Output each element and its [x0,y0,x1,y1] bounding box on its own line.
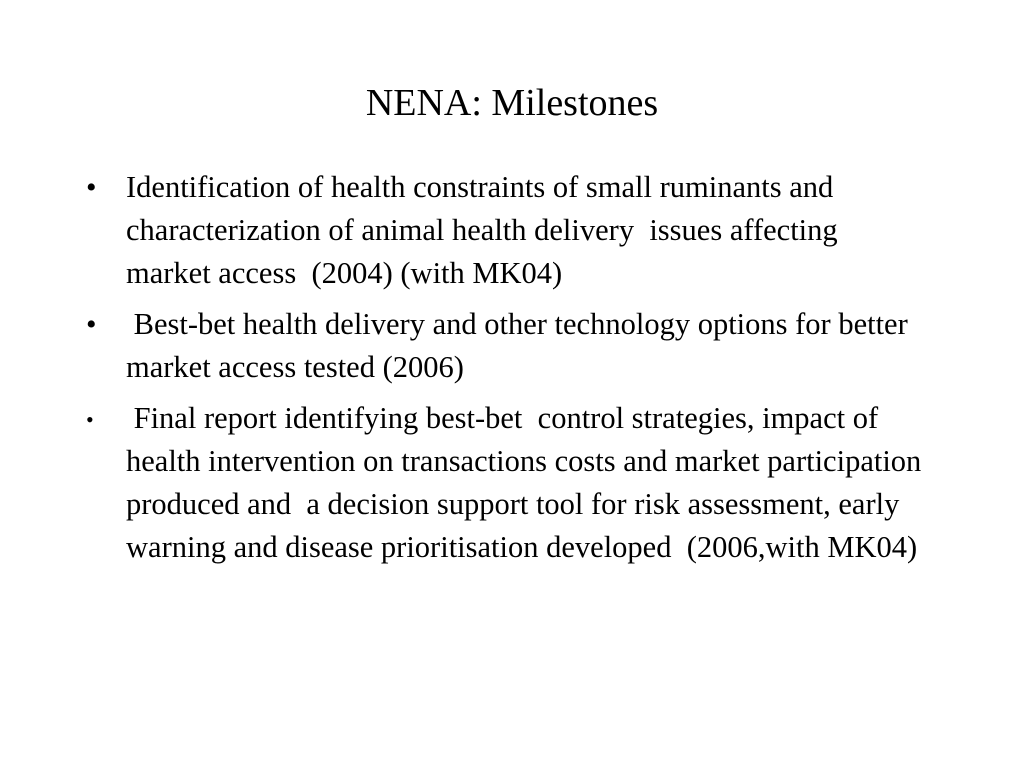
list-item [86,166,926,295]
list-item-text: Final report identifying best-bet control strategies, impact of health intervention on transactions costs and market participation produced and a decision support tool for risk assessment, early warning and disease prioritisation developed (2006,with MK04) [126,401,929,564]
milestones-list [86,166,929,577]
slide-title: NENA: Milestones [365,82,659,124]
list-item-text: Identification of health constraints of small ruminants and characterization of animal health delivery issues affecting market access (2004) (with MK04) [126,170,846,290]
bullet-icon: • [86,171,97,204]
list-item-text: Best-bet health delivery and other technology options for better market access tested (2006) [126,307,916,384]
list-item [86,397,929,569]
bullet-icon: • [86,407,94,432]
bullet-icon: • [86,308,97,341]
list-item [86,303,926,389]
